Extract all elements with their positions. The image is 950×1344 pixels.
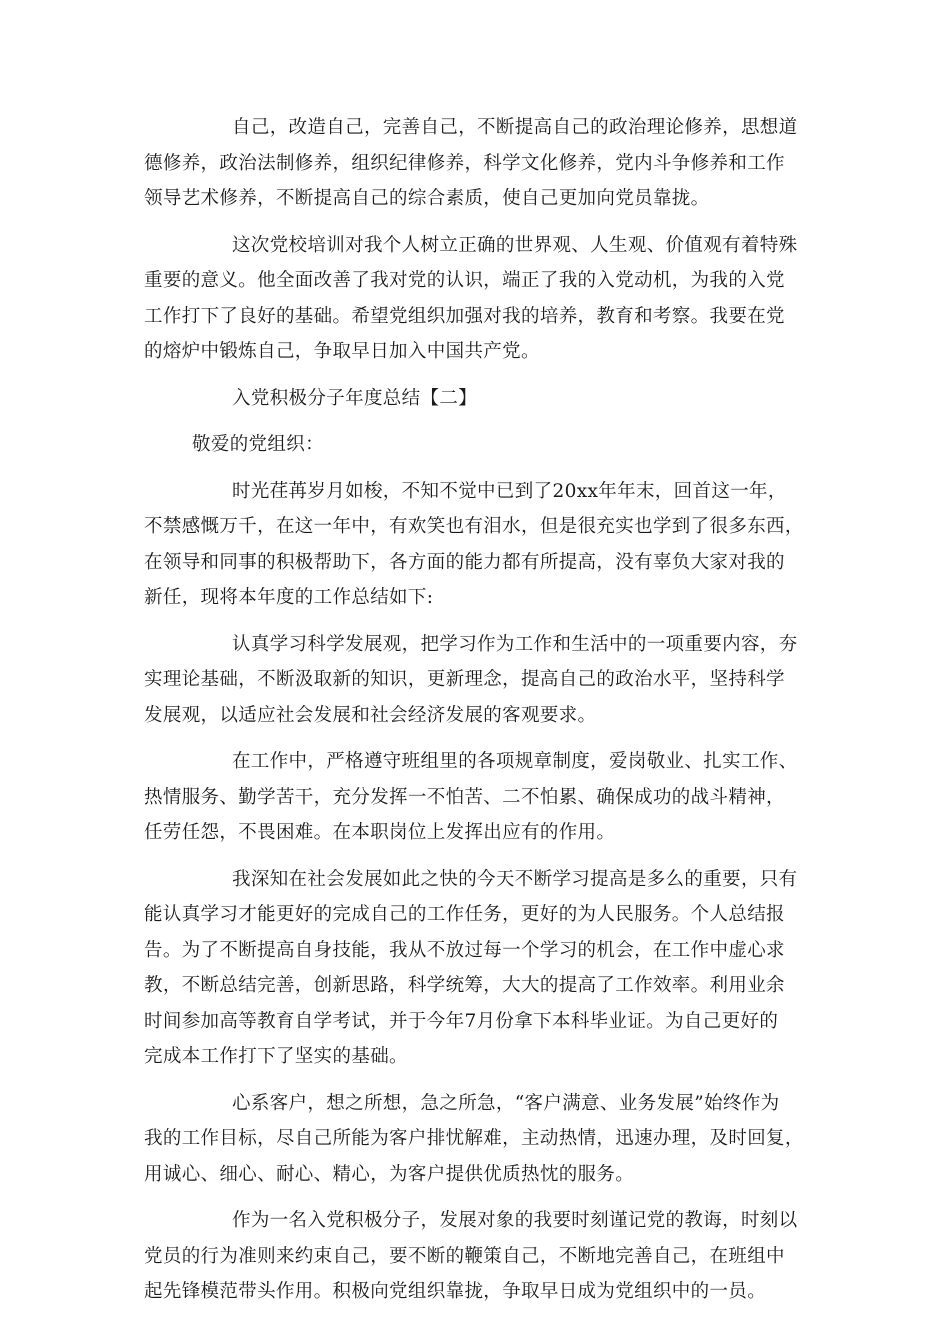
text-line: 在领导和同事的积极帮助下，各方面的能力都有所提高，没有辜负大家对我的 — [144, 551, 785, 573]
text-line: 完成本工作打下了坚实的基础。 — [144, 1046, 408, 1067]
text-line: 能认真学习才能更好的完成自己的工作任务，更好的为人民服务。个人总结报 — [144, 904, 785, 925]
salutation: 敬爱的党组织： — [192, 434, 324, 455]
text-line: 实理论基础，不断汲取新的知识，更新理念，提高自己的政治水平，坚持科学 — [144, 669, 785, 690]
text-line: 不禁感慨万千，在这一年中，有欢笑也有泪水，但是很充实也学到了很多东西， — [144, 516, 804, 537]
paragraph-continuation — [144, 110, 808, 217]
text-line: 自己，改造自己，完善自己，不断提高自己的政治理论修养，思想道 — [232, 117, 798, 138]
text-line: 这次党校培训对我个人树立正确的世界观、人生观、价值观有着特殊 — [232, 234, 798, 256]
text-line: 在工作中，严格遵守班组里的各项规章制度，爱岗敬业、扎实工作、 — [232, 751, 798, 772]
text-line: 时光荏苒岁月如梭，不知不觉中已到了20xx年年末，回首这一年， — [232, 480, 787, 502]
text-line: 用诚心、细心、耐心、精心，为客户提供优质热忱的服务。 — [144, 1163, 635, 1185]
text-line: 教，不断总结完善，创新思路，科学统筹，大大的提高了工作效率。利用业余 — [144, 975, 785, 996]
text-line: 工作打下了良好的基础。希望党组织加强对我的培养，教育和考察。我要在党 — [144, 305, 785, 327]
text-line: 德修养，政治法制修养，组织纪律修养，科学文化修养，党内斗争修养和工作 — [144, 152, 785, 174]
text-line: 领导艺术修养，不断提高自己的综合素质，使自己更加向党员靠拢。 — [144, 188, 710, 209]
text-line: 热情服务、勤学苦干，充分发挥一不怕苦、二不怕累、确保成功的战斗精神， — [144, 786, 785, 808]
paragraph-study — [144, 627, 808, 734]
text-line: 任劳任怨，不畏困难。在本职岗位上发挥出应有的作用。 — [144, 822, 616, 843]
paragraph-training — [144, 228, 808, 370]
text-line: 起先锋模范带头作用。积极向党组织靠拢，争取早日成为党组织中的一员。 — [144, 1281, 767, 1302]
section-heading: 入党积极分子年度总结【二】 — [232, 387, 478, 409]
text-line: 认真学习科学发展观，把学习作为工作和生活中的一项重要内容，夯 — [232, 633, 798, 655]
text-line: 重要的意义。他全面改善了我对党的认识，端正了我的入党动机，为我的入党 — [144, 270, 785, 291]
paragraph-intro — [144, 474, 808, 616]
text-line: 我的工作目标，尽自己所能为客户排忧解难，主动热情，迅速办理，及时回复， — [144, 1128, 804, 1149]
text-line: 告。为了不断提高自身技能，我从不放过每一个学习的机会，在工作中虚心求 — [144, 939, 785, 961]
text-line: 党员的行为准则来约束自己，要不断的鞭策自己，不断地完善自己，在班组中 — [144, 1245, 785, 1267]
text-line: 作为一名入党积极分子，发展对象的我要时刻谨记党的教诲，时刻以 — [232, 1210, 798, 1231]
paragraph-activist — [144, 1203, 808, 1310]
paragraph-work — [144, 744, 808, 851]
text-line: 发展观，以适应社会发展和社会经济发展的客观要求。 — [144, 704, 597, 726]
document-page — [144, 110, 808, 1321]
text-line: 我深知在社会发展如此之快的今天不断学习提高是多么的重要，只有 — [232, 868, 798, 890]
text-line: 新任，现将本年度的工作总结如下: — [144, 587, 434, 608]
paragraph-customers — [144, 1086, 808, 1193]
text-line: 时间参加高等教育自学考试，并于今年7月份拿下本科毕业证。为自己更好的 — [144, 1010, 779, 1032]
text-line: 心系客户，想之所想，急之所急，“客户满意、业务发展”始终作为 — [232, 1092, 780, 1114]
paragraph-learning — [144, 862, 808, 1075]
text-line: 的熔炉中锻炼自己，争取早日加入中国共产党。 — [144, 341, 540, 362]
